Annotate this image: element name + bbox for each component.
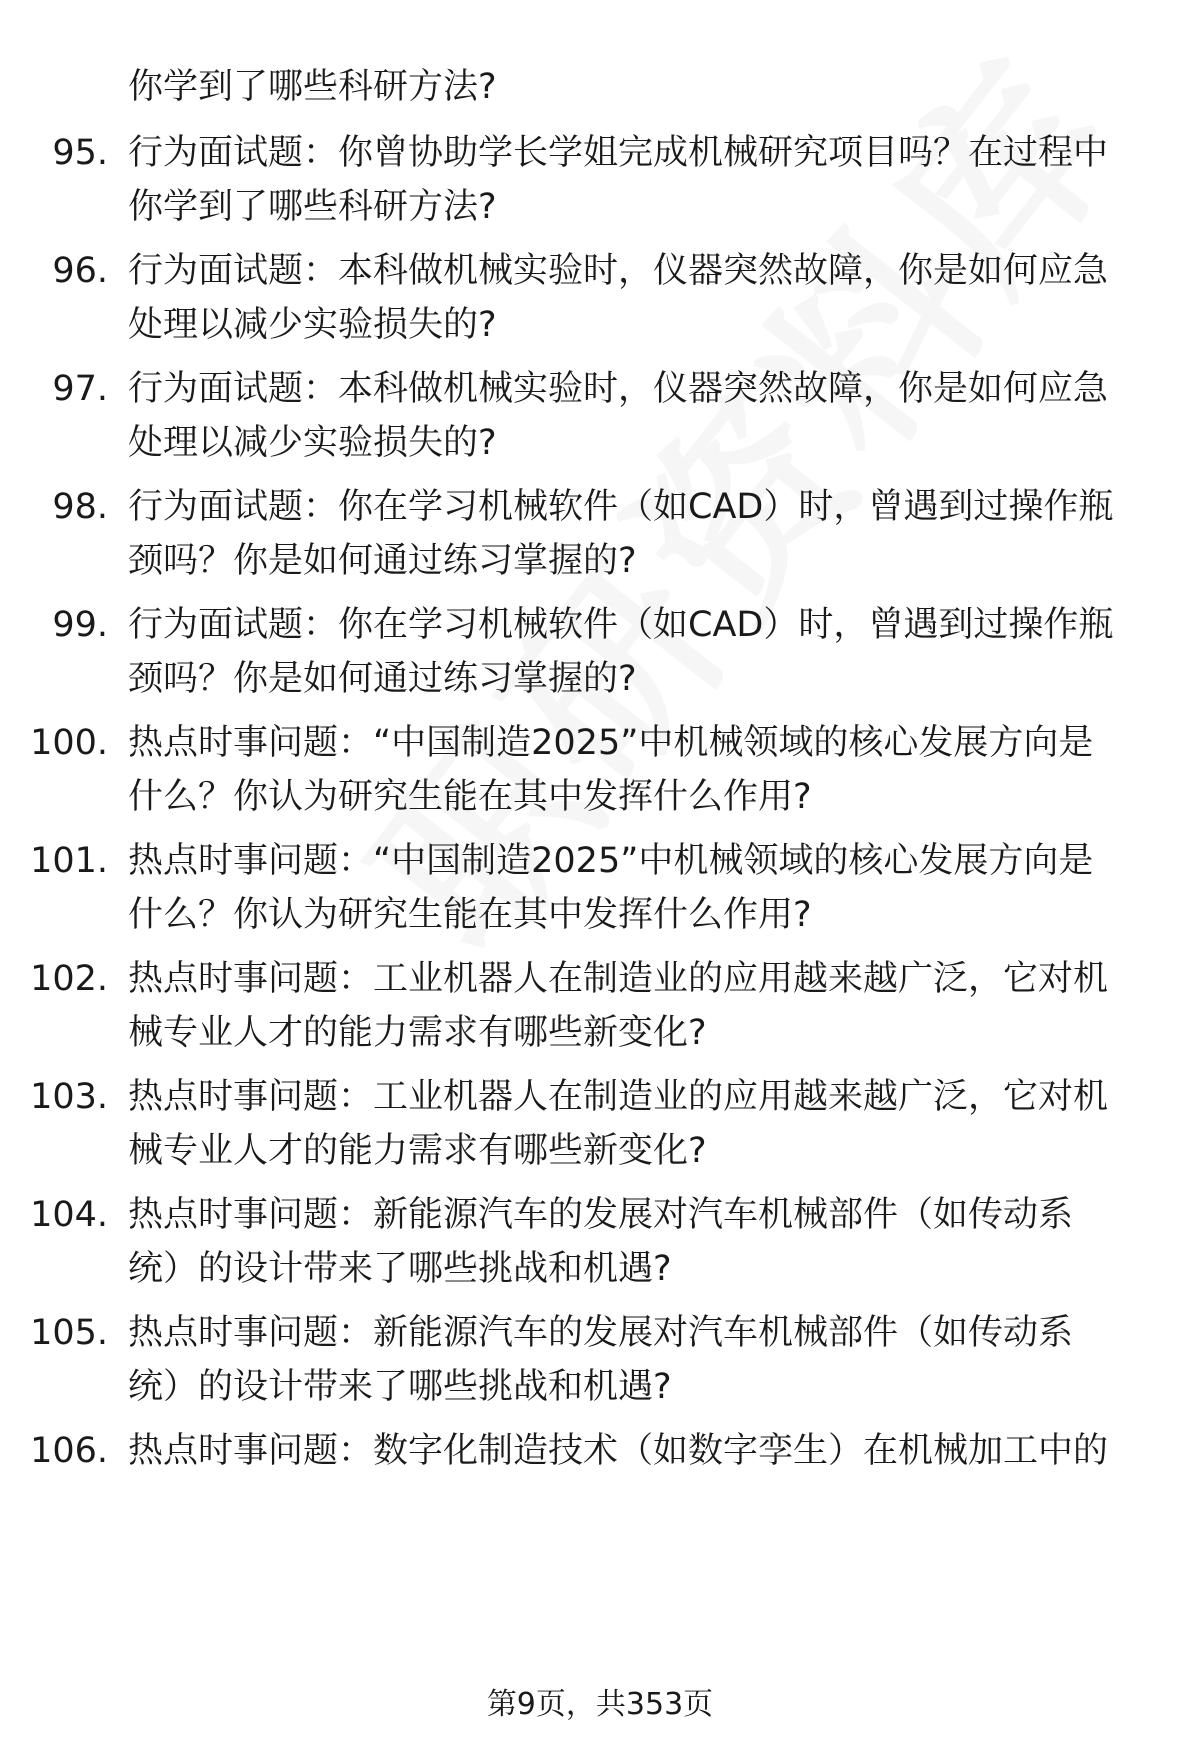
question-text-line: 热点时事问题：工业机器人在制造业的应用越来越广泛，它对机 (128, 959, 1109, 999)
question-text-line: 行为面试题：你在学习机械软件（如CAD）时，曾遇到过操作瓶 (128, 605, 1114, 645)
question-text-line: 行为面试题：你在学习机械软件（如CAD）时，曾遇到过操作瓶 (128, 487, 1114, 527)
question-number: 96. (52, 251, 108, 291)
question-text (128, 1306, 1168, 1414)
question-number: 102. (30, 959, 108, 999)
question-text-line: 颈吗？你是如何通过练习掌握的? (128, 541, 637, 581)
question-text (128, 1424, 1168, 1478)
question-number: 95. (52, 133, 108, 173)
question-number: 101. (30, 841, 108, 881)
question-text-line: 热点时事问题：“中国制造2025”中机械领域的核心发展方向是 (128, 841, 1094, 881)
question-text-line: 你学到了哪些科研方法? (128, 187, 497, 227)
question-number: 99. (52, 605, 108, 645)
question-text (128, 834, 1168, 942)
question-text (128, 126, 1168, 234)
question-number: 98. (52, 487, 108, 527)
question-text-line: 械专业人才的能力需求有哪些新变化? (128, 1131, 707, 1171)
question-text-line: 械专业人才的能力需求有哪些新变化? (128, 1013, 707, 1053)
question-text (128, 952, 1168, 1060)
question-text-line: 处理以减少实验损失的? (128, 423, 497, 463)
question-number: 100. (30, 723, 108, 763)
question-text-line: 热点时事问题：新能源汽车的发展对汽车机械部件（如传动系 (128, 1195, 1074, 1235)
continuation-line: 你学到了哪些科研方法? (128, 67, 497, 107)
question-text-line: 行为面试题：本科做机械实验时，仪器突然故障，你是如何应急 (128, 251, 1109, 291)
question-text-line: 热点时事问题：数字化制造技术（如数字孪生）在机械加工中的 (128, 1431, 1109, 1471)
question-text (128, 480, 1168, 588)
page-footer: 第9页，共353页 (486, 1687, 714, 1722)
question-number: 105. (30, 1313, 108, 1353)
question-number: 97. (52, 369, 108, 409)
question-text (128, 244, 1168, 352)
question-number: 103. (30, 1077, 108, 1117)
question-text-line: 统）的设计带来了哪些挑战和机遇? (128, 1249, 672, 1289)
question-number: 104. (30, 1195, 108, 1235)
question-text-line: 颈吗？你是如何通过练习掌握的? (128, 659, 637, 699)
question-text-line: 处理以减少实验损失的? (128, 305, 497, 345)
question-text (128, 1070, 1168, 1178)
question-text-line: 什么？你认为研究生能在其中发挥什么作用? (128, 777, 812, 817)
question-text-line: 统）的设计带来了哪些挑战和机遇? (128, 1367, 672, 1407)
question-number: 106. (30, 1431, 108, 1471)
question-text-line: 热点时事问题：“中国制造2025”中机械领域的核心发展方向是 (128, 723, 1094, 763)
question-text (128, 716, 1168, 824)
question-text-line: 热点时事问题：新能源汽车的发展对汽车机械部件（如传动系 (128, 1313, 1074, 1353)
question-text-line: 什么？你认为研究生能在其中发挥什么作用? (128, 895, 812, 935)
question-text-line: 行为面试题：你曾协助学长学姐完成机械研究项目吗？在过程中 (128, 133, 1109, 173)
question-text (128, 598, 1168, 706)
question-text-line: 行为面试题：本科做机械实验时，仪器突然故障，你是如何应急 (128, 369, 1109, 409)
question-text-line: 热点时事问题：工业机器人在制造业的应用越来越广泛，它对机 (128, 1077, 1109, 1117)
question-text (128, 1188, 1168, 1296)
question-text (128, 362, 1168, 470)
